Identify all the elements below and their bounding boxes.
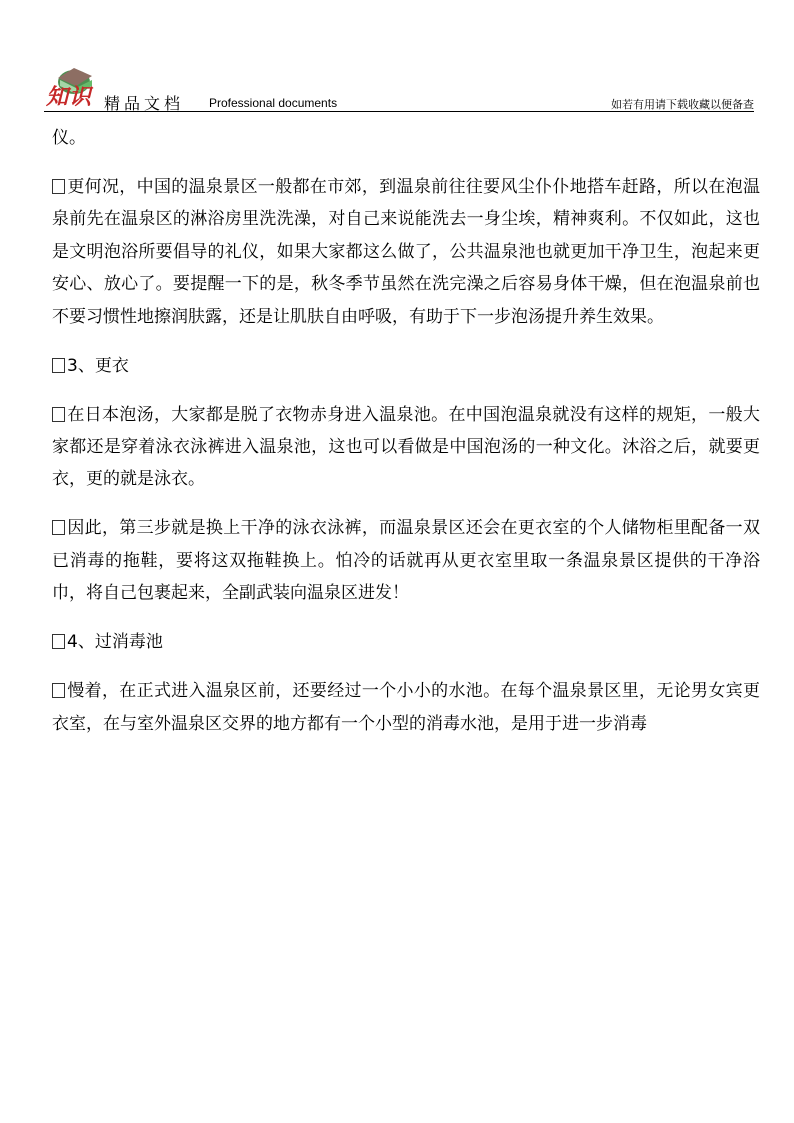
paragraph: 因此，第三步就是换上干净的泳衣泳裤，而温泉景区还会在更衣室的个人储物柜里配备一双已消毒的拖鞋，要将这双拖鞋换上。怕冷的话就再从更衣室里取一条温泉景区提供的干净浴巾，将自己包裹起来，全副武装向温泉区进发！ xyxy=(52,518,760,604)
bullet-box-icon xyxy=(52,683,65,698)
document-body xyxy=(52,122,760,740)
paragraph: 更何况，中国的温泉景区一般都在市郊，到温泉前往往要风尘仆仆地搭车赶路，所以在泡温泉前先在温泉区的淋浴房里洗洗澡，对自己来说能洗去一身尘埃，精神爽利。不仅如此，这也是文明泡浴所要倡导的礼仪，如果大家都这么做了，公共温泉池也就更加干净卫生，泡起来更安心、放心了。要提醒一下的是，秋冬季节虽然在洗完澡之后容易身体干燥，但在泡温泉前也不要习惯性地擦润肤露，还是让肌肤自由呼吸，有助于下一步泡汤提升养生效果。 xyxy=(52,177,760,327)
header-note: 如若有用请下载收藏以便备查 xyxy=(611,98,754,111)
paragraph: 慢着，在正式进入温泉区前，还要经过一个小小的水池。在每个温泉景区里，无论男女宾更衣室，在与室外温泉区交界的地方都有一个小型的消毒水池，是用于进一步消毒 xyxy=(52,681,760,734)
paragraph: 在日本泡汤，大家都是脱了衣物赤身进入温泉池。在中国泡温泉就没有这样的规矩，一般大家都还是穿着泳衣泳裤进入温泉池，这也可以看做是中国泡汤的一种文化。沐浴之后，就要更衣，更的就是泳衣。 xyxy=(52,404,760,490)
bullet-box-icon xyxy=(52,634,65,649)
page-header xyxy=(0,0,794,116)
paragraph: 仪。 xyxy=(52,128,86,148)
bullet-box-icon xyxy=(52,520,65,535)
bullet-box-icon xyxy=(52,358,65,373)
section-heading: 4、过消毒池 xyxy=(52,626,760,658)
bullet-box-icon xyxy=(52,407,65,422)
header-divider xyxy=(44,111,754,112)
bullet-box-icon xyxy=(52,179,65,194)
logo-text: 知识 xyxy=(46,84,93,110)
header-title: 精品文档 xyxy=(104,94,185,113)
section-heading: 3、更衣 xyxy=(52,350,760,382)
header-subtitle: Professional documents xyxy=(209,96,338,110)
